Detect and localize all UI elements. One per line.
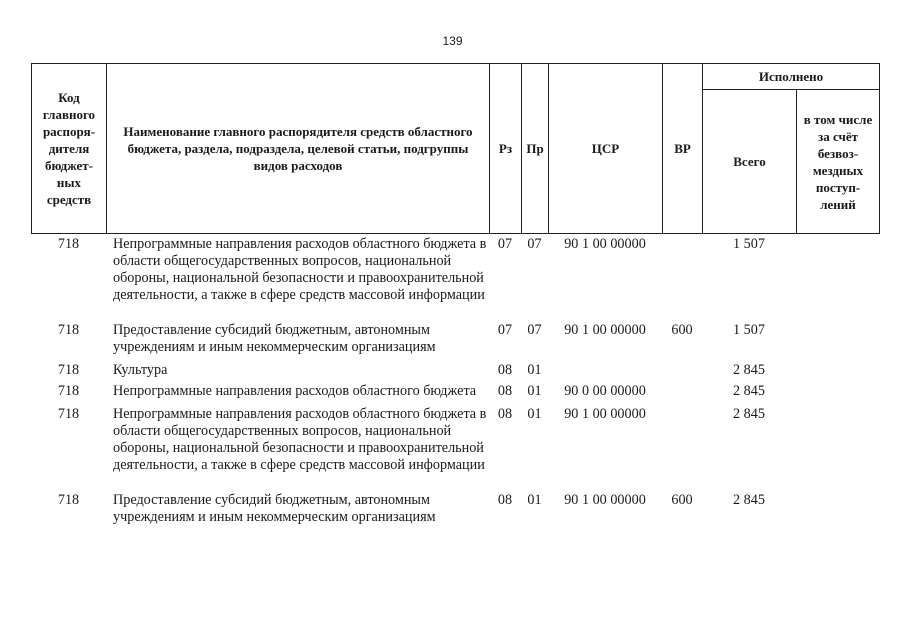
table-row: [31, 362, 879, 379]
cell-pr: 01: [527, 492, 542, 508]
cell-pr: 01: [527, 362, 542, 378]
table-row: [31, 383, 879, 400]
page-number: 139: [442, 34, 463, 48]
cell-code: 718: [57, 322, 80, 338]
cell-code: 718: [57, 406, 80, 422]
table-row: [31, 406, 879, 474]
cell-rz: 08: [497, 492, 513, 508]
header-including: в том числе за счёт безвоз-мездных поступ-лений: [797, 90, 880, 234]
cell-total: 2 845: [733, 406, 765, 422]
header-total: Всего: [703, 90, 797, 234]
cell-name: Предоставление субсидий бюджетным, автономным учреждениям и иным некоммерческим организациям: [113, 492, 436, 525]
cell-pr: 01: [527, 406, 542, 422]
table-body: [31, 236, 879, 526]
table-row: [31, 492, 879, 526]
cell-name: Непрограммные направления расходов областного бюджета: [113, 383, 477, 399]
cell-total: 2 845: [733, 492, 765, 508]
cell-name: Культура: [113, 362, 168, 378]
cell-pr: 07: [527, 236, 542, 252]
header-code: Код главного распоря-дителя бюджет-ных средств: [32, 64, 107, 234]
cell-rz: 08: [497, 406, 513, 422]
cell-pr: 07: [527, 322, 542, 338]
cell-vr: 600: [671, 322, 693, 338]
header-pr: Пр: [522, 64, 549, 234]
cell-rz: 07: [497, 322, 513, 338]
cell-code: 718: [57, 362, 80, 378]
cell-code: 718: [57, 492, 80, 508]
cell-rz: 08: [497, 362, 513, 378]
table-header: [31, 63, 880, 234]
cell-total: 1 507: [733, 236, 765, 252]
table-row: [31, 236, 879, 304]
cell-total: 2 845: [733, 383, 765, 399]
table-row: [31, 322, 879, 356]
header-vr: ВР: [663, 64, 703, 234]
cell-total: 1 507: [733, 322, 765, 338]
cell-vr: 600: [671, 492, 693, 508]
cell-csr: 90 0 00 00000: [564, 383, 646, 399]
cell-csr: 90 1 00 00000: [564, 322, 646, 338]
cell-code: 718: [57, 383, 80, 399]
cell-pr: 01: [527, 383, 542, 399]
cell-csr: 90 1 00 00000: [564, 492, 646, 508]
header-executed: Исполнено: [703, 64, 880, 90]
header-csr: ЦСР: [549, 64, 663, 234]
cell-total: 2 845: [733, 362, 765, 378]
cell-rz: 08: [497, 383, 513, 399]
cell-code: 718: [57, 236, 80, 252]
cell-name: Непрограммные направления расходов областного бюджета в области общегосударственных вопросов, национальной обороны, национальной безопасности и правоохранительной деятельности, а также в сфере средств массовой информации: [113, 236, 487, 303]
cell-csr: 90 1 00 00000: [564, 236, 646, 252]
cell-rz: 07: [497, 236, 513, 252]
header-name: Наименование главного распорядителя средств областного бюджета, раздела, подраздела, целевой статьи, подгруппы видов расходов: [107, 64, 490, 234]
cell-csr: 90 1 00 00000: [564, 406, 646, 422]
cell-name: Непрограммные направления расходов областного бюджета в области общегосударственных вопросов, национальной обороны, национальной безопасности и правоохранительной деятельности, а также в сфере средств массовой информации: [113, 406, 487, 473]
header-rz: Рз: [490, 64, 522, 234]
cell-name: Предоставление субсидий бюджетным, автономным учреждениям и иным некоммерческим организациям: [113, 322, 436, 355]
